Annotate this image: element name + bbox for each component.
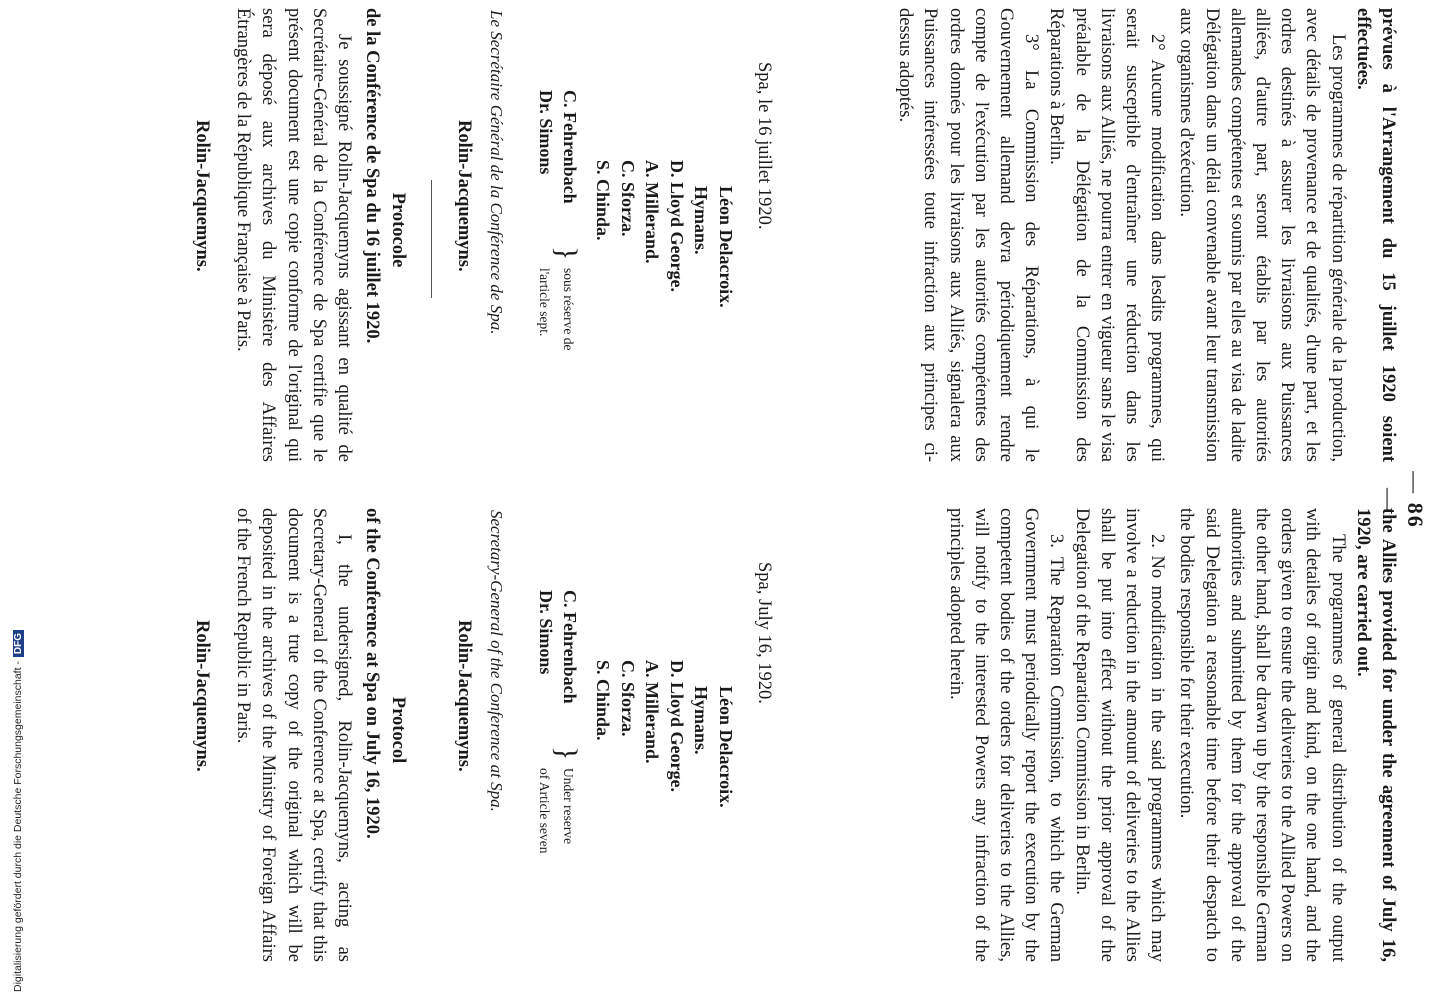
signature: D. Lloyd George. xyxy=(667,660,687,792)
french-dateline: Spa, le 16 juillet 1920. xyxy=(754,62,774,230)
french-reserve-block xyxy=(534,90,582,470)
english-secretary-name: Rolin-Jacquemyns. xyxy=(454,620,474,772)
footer-text: Digitalisierung gefördert durch die Deutsche Forschungsgemeinschaft - xyxy=(12,661,24,992)
english-signatures xyxy=(591,660,738,808)
english-body xyxy=(942,508,1400,962)
reserve-name: C. Fehrenbach xyxy=(560,590,580,704)
english-protocol-title: Protocol xyxy=(388,696,408,764)
french-para-2: Les programmes de répartition générale de la production, avec détails de provenance et de qualités, d'une part, et les ordres destinés à assurer les livraisons aux Puissances alliées, d'autre part, seront établis par les autorités allemandes compétentes et soumis par elles au visa de ladite Délégation dans un délai convenable avant leur transmission aux organismes d'exécution. xyxy=(1176,8,1348,462)
reserve-name: C. Fehrenbach xyxy=(560,90,580,204)
brace-symbol: } xyxy=(550,746,583,761)
french-para-4: 3° La Commission des Réparations, à qui le Gouvernement allemand devra périodiquement rendre compte de l'exécution par les autorités compétentes des ordres donnés pour les livraisons aux Alliés, signalera aux Puissances intéressées toute infraction aux principes ci-dessus adoptés. xyxy=(895,8,1042,462)
english-final-signature: Rolin-Jacquemyns. xyxy=(192,620,212,772)
signature: A. Millerand. xyxy=(642,160,663,264)
english-protocol-subtitle: of the Conference at Spa on July 16, 1920. xyxy=(362,508,382,839)
french-protocol-body: Je soussigné Rolin-Jacquemyns agissant en qualité de Secrétaire-Général de la Conférence de Spa certifie que le présent document est une copie conforme de l'original qui sera déposé aux archives du Ministère des Affaires Étrangères de la République Française à Paris. xyxy=(233,8,354,462)
brace-symbol: } xyxy=(550,246,583,261)
french-reserve-note: sous réserve de l'article sept. xyxy=(537,268,576,351)
signature: S. Chinda. xyxy=(593,160,614,241)
dfg-logo-icon: DFG xyxy=(13,630,24,657)
english-reserve-block xyxy=(534,590,582,970)
signature: Léon Delacroix. xyxy=(716,686,736,808)
reserve-name: Dr. Simons xyxy=(536,590,556,675)
french-para-1: prévues à l'Arrangement du 15 juillet 1920 soient effectuées. xyxy=(1352,8,1398,462)
signature: C. Sforza. xyxy=(618,160,638,237)
english-para-3: 2. No modification in the said programmes which may involve a reduction in the amount of deliveries to the Allies shall be put into effect without the prior approval of the Delegation of the Reparation Commission in Berlin. xyxy=(1071,508,1168,962)
french-secretary-title: Le Secrétaire Général de la Conférence de Spa. xyxy=(487,10,506,335)
english-para-2: The programmes of general distribution of the output with detailes of origin and kind, on the one hand, and the orders given to ensure the deliveries to the Allied Powers on the other hand, shall be drawn up by the responsible German authorities and submitted by them for the approval of the said Delegation a reasonable time before their despatch to the bodies responsible for their execution. xyxy=(1176,508,1348,962)
signature: D. Lloyd George. xyxy=(667,160,687,292)
english-para-4: 3. The Reparation Commission, to which the German Government must periodically report the execution by the competent bodies of the orders for deliveries to the Allies, will notify to the interested Powers any infraction of the principles adopted herein. xyxy=(945,508,1067,962)
signature: A. Millerand. xyxy=(642,660,663,764)
digitization-footer xyxy=(12,0,28,992)
signature: Hymans. xyxy=(691,686,712,755)
french-signatures xyxy=(591,160,738,308)
signature: Hymans. xyxy=(691,186,712,255)
french-protocol-subtitle: de la Conférence de Spa du 16 juillet 1920. xyxy=(362,8,382,344)
signature: Léon Delacroix. xyxy=(716,186,736,308)
french-final-signature: Rolin-Jacquemyns. xyxy=(192,120,212,272)
page-number: — 86 — xyxy=(1377,471,1428,529)
french-body xyxy=(892,8,1400,462)
divider-rule xyxy=(431,180,432,298)
french-para-3: 2° Aucune modification dans lesdits programmes, qui serait susceptible d'entraîner une réduction dans les livraisons aux Alliés, ne pourra entrer en vigueur sans le visa préalable de la Délégation de la Commission des Réparations à Berlin. xyxy=(1046,8,1168,462)
english-protocol-body: I, the undersigned, Rolin-Jacquemyns, acting as Secretary-General of the Conference at Spa, certify that this document is a true copy of the original which will be deposited in the archives of the Ministry of Foreign Affairs of the French Republic in Paris. xyxy=(233,508,354,962)
signature: C. Sforza. xyxy=(618,660,638,737)
english-reserve-note: Under reserve of Article seven xyxy=(537,768,576,854)
signature: S. Chinda. xyxy=(593,660,614,741)
french-protocol-title: Protocole xyxy=(388,192,408,268)
reserve-name: Dr. Simons xyxy=(536,90,556,175)
english-para-1: the Allies provided for under the agreement of July 16, 1920, are carried out. xyxy=(1352,508,1398,962)
english-dateline: Spa, July 16, 1920. xyxy=(754,562,774,704)
english-secretary-title: Secretary-General of the Conference at Spa. xyxy=(487,510,506,812)
french-secretary-name: Rolin-Jacquemyns. xyxy=(454,120,474,272)
